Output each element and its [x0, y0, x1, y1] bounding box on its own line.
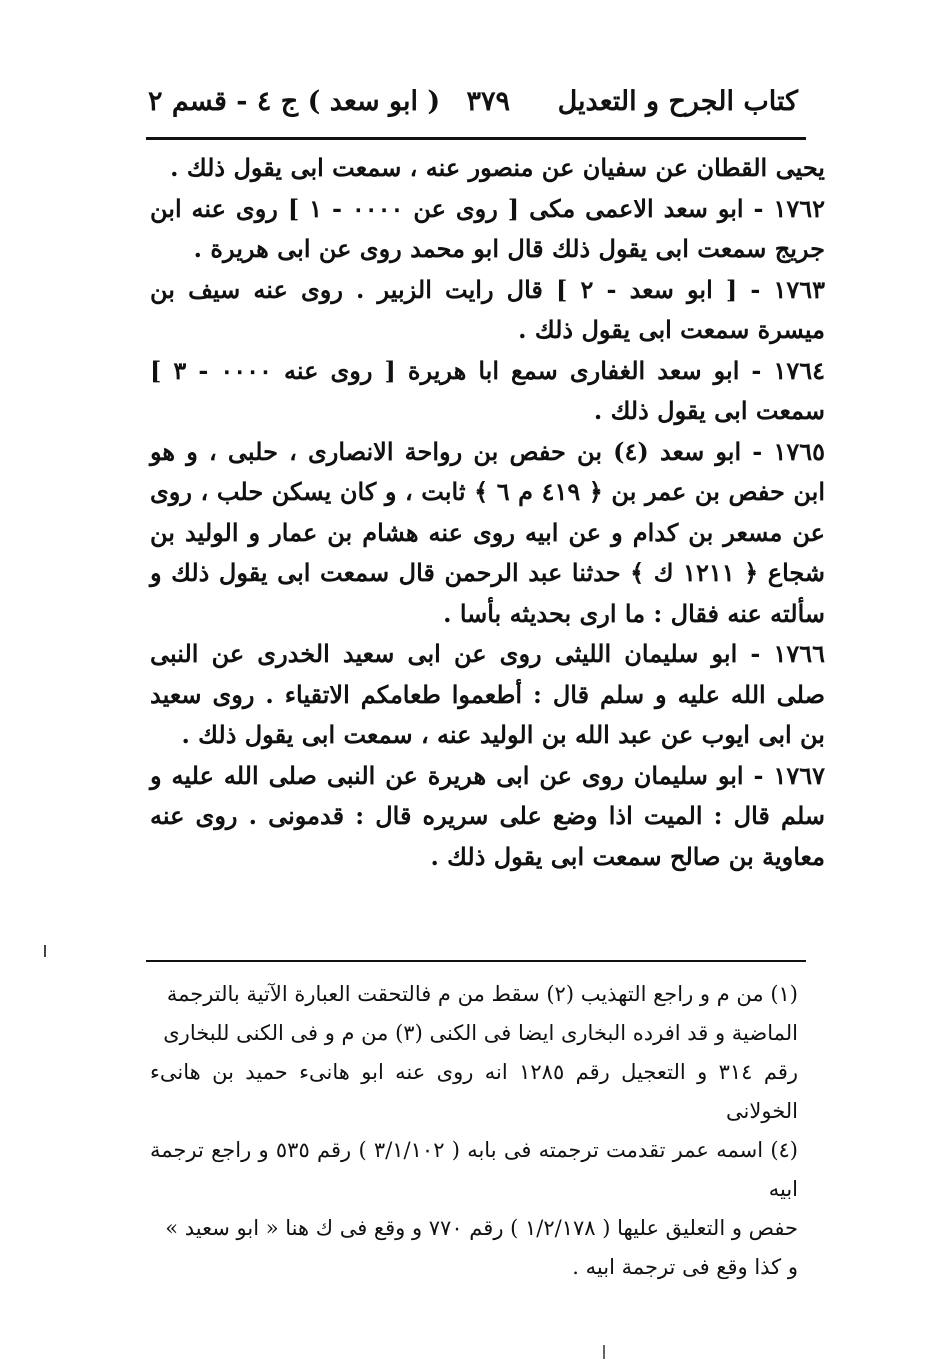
entry-text: - ابو سعد الغفارى سمع ابا هريرة [ روى عنه ٠٠٠٠ - ٣ ] سمعت ابى يقول ذلك .: [150, 355, 825, 425]
entry-text: - ابو سعد (٤) بن حفص بن رواحة الانصارى ، حلبى ، و هو ابن حفص بن عمر بن ﴿ ٤١٩ م ٦ ﴾ ثابت ، و كان يسكن حلب ، روى عن مسعر بن كدام و عن ابيه روى عنه هشام بن عمار و الوليد بن شجاع ﴿ ١٢١١ ك ﴾ حدثنا عبد الرحمن قال سمعت ابى يقول ذلك و سألته عنه فقال : ما ارى بحديثه بأسا .: [150, 436, 825, 628]
entry-text: - ابو سليمان الليثى روى عن ابى سعيد الخدرى عن النبى صلى الله عليه و سلم قال : أطعموا طعامكم الاتقياء . روى سعيد بن ابى ايوب عن عبد الله بن الوليد عنه ، سمعت ابى يقول ذلك .: [150, 639, 825, 749]
entry-text: - ابو سليمان روى عن ابى هريرة عن النبى صلى الله عليه و سلم قال : الميت اذا وضع على سريره قال : قدمونى . روى عنه معاوية بن صالح سمعت ابى يقول ذلك .: [150, 760, 825, 871]
entry-number: ١٧٦٢: [773, 193, 826, 223]
margin-mark: [44, 945, 46, 957]
footnote-line: (١) من م و راجع التهذيب (٢) سقط من م فالتحقت العبارة الآتية بالترجمة: [166, 982, 798, 1006]
footnote-line: و كذا وقع فى ترجمة ابيه .: [572, 1255, 798, 1279]
page-header: [148, 86, 798, 130]
scan-mark: [603, 1345, 605, 1359]
footnote-line: حفص و التعليق عليها ( ١/٢/١٧٨ ) رقم ٧٧٠ و وقع فى ك هنا « ابو سعيد »: [165, 1216, 798, 1240]
volume-label: ( ابو سعد ) ج ٤ - قسم ٢: [148, 86, 441, 117]
book-title: كتاب الجرح و التعديل: [557, 86, 798, 117]
intro-line: يحيى القطان عن سفيان عن منصور عنه ، سمعت ابى يقول ذلك .: [170, 153, 825, 182]
footnote-line: الماضية و قد افرده البخارى ايضا فى الكنى (٣) من م و فى الكنى للبخارى: [163, 1021, 798, 1045]
main-text: [150, 148, 825, 877]
footnote-line: (٤) اسمه عمر تقدمت ترجمته فى بابه ( ٣/١/١٠٢ ) رقم ٥٣٥ و راجع ترجمة ابيه: [150, 1138, 798, 1201]
entry-1766: [150, 634, 825, 756]
entry-number: ١٧٦٤: [773, 355, 825, 385]
entry-text: - ابو سعد الاعمى مكى [ روى عن ٠٠٠٠ - ١ ] روى عنه ابن جريج سمعت ابى يقول ذلك قال ابو محمد روى عن ابى هريرة .: [150, 193, 825, 263]
entry-1767: [150, 756, 825, 878]
footnote-rule: [146, 960, 806, 962]
entry-1762: [150, 189, 825, 270]
entry-number: ١٧٦٦: [773, 639, 825, 668]
page-number: ٣٧٩: [466, 86, 510, 117]
entry-1765: [150, 432, 825, 635]
header-rule: [146, 137, 806, 140]
footnote-line: رقم ٣١٤ و التعجيل رقم ١٢٨٥ انه روى عنه ابو هانىء حميد بن هانىء الخولانى: [150, 1060, 798, 1123]
footnotes: [150, 975, 798, 1287]
entry-number: ١٧٦٣: [773, 274, 825, 304]
entry-number: ١٧٦٧: [773, 760, 825, 790]
entry-number: ١٧٦٥: [773, 436, 825, 466]
entry-1764: [150, 351, 825, 432]
entry-text: - [ ابو سعد - ٢ ] قال رايت الزبير . روى عنه سيف بن ميسرة سمعت ابى يقول ذلك .: [150, 274, 825, 344]
entry-1763: [150, 270, 825, 351]
